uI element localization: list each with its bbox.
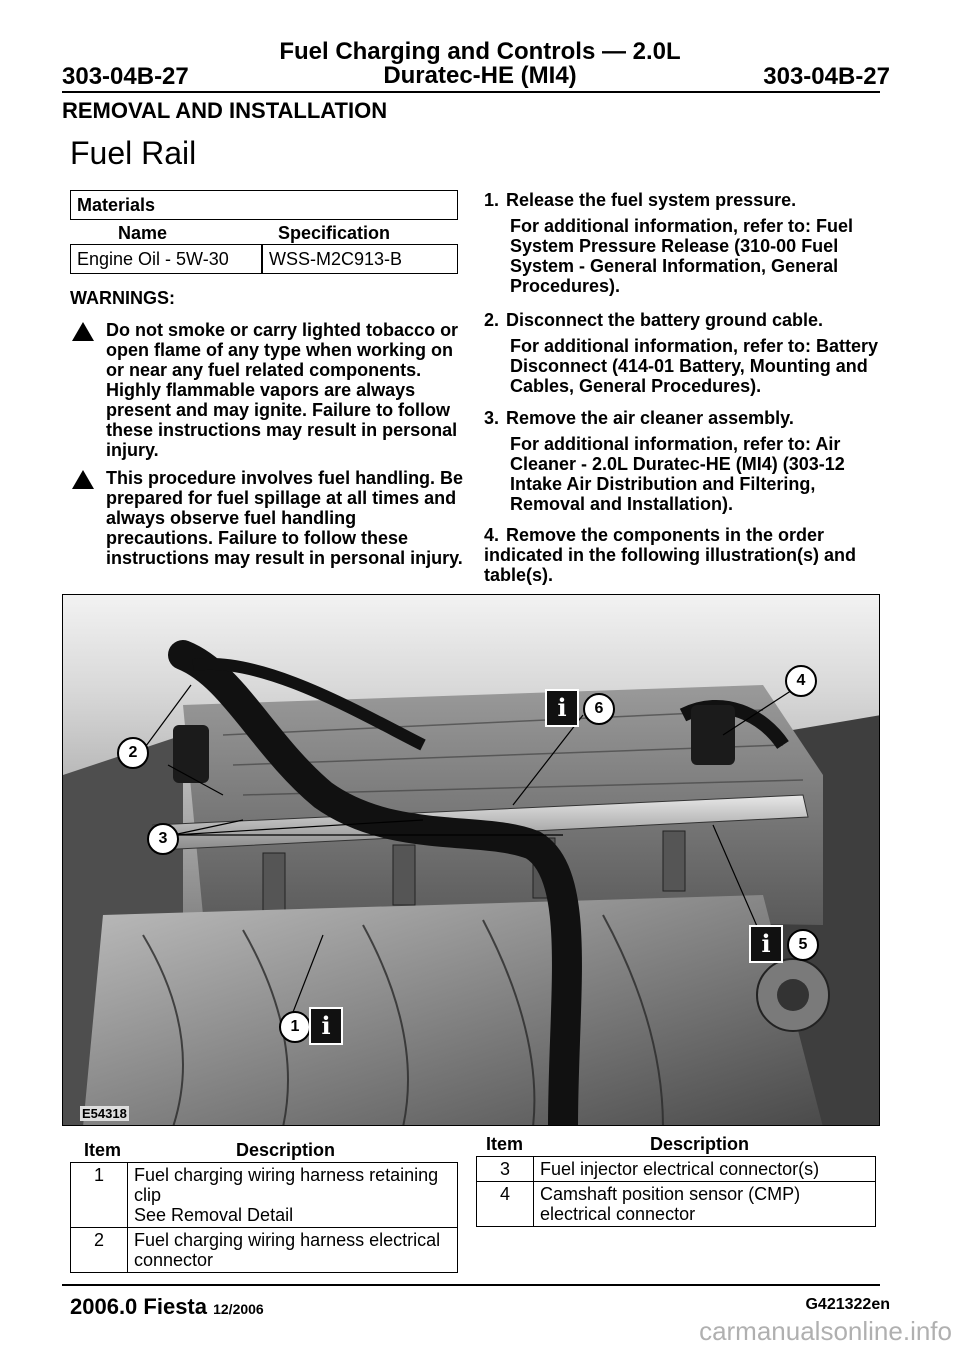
footer-date: 12/2006 bbox=[213, 1301, 264, 1317]
header-rule bbox=[62, 91, 880, 93]
material-spec: WSS-M2C913-B bbox=[269, 249, 403, 269]
side-watermark bbox=[0, 520, 1, 748]
materials-heading: Materials bbox=[77, 195, 156, 215]
step-4 bbox=[484, 525, 884, 585]
callout-1: 1 bbox=[279, 1011, 311, 1043]
materials-col-spec: Specification bbox=[278, 223, 391, 243]
step-text: Disconnect the battery ground cable. bbox=[506, 310, 824, 330]
engine-illustration bbox=[62, 594, 880, 1126]
footer-rule bbox=[62, 1284, 880, 1286]
item-description: Camshaft position sensor (CMP) electrical connector bbox=[534, 1182, 876, 1227]
info-icon: i bbox=[309, 1007, 343, 1045]
items-table-left bbox=[70, 1162, 458, 1273]
warnings-label: WARNINGS: bbox=[70, 288, 175, 308]
item-number: 4 bbox=[477, 1182, 534, 1227]
item-number: 2 bbox=[71, 1228, 128, 1273]
callout-2: 2 bbox=[117, 737, 149, 769]
materials-row bbox=[70, 244, 458, 274]
step-number: 1. bbox=[484, 190, 500, 210]
footer-model-name: 2006.0 Fiesta bbox=[70, 1294, 207, 1319]
items-right-header-description: Description bbox=[650, 1134, 750, 1154]
materials-divider bbox=[261, 245, 263, 273]
item-description-line: See Removal Detail bbox=[134, 1205, 294, 1225]
item-description: Fuel injector electrical connector(s) bbox=[534, 1157, 876, 1182]
info-icon: i bbox=[749, 925, 783, 963]
callout-5: 5 bbox=[787, 929, 819, 961]
items-right-header-item: Item bbox=[486, 1134, 524, 1154]
bottom-watermark: carmanualsonline.info bbox=[699, 1316, 952, 1346]
item-description-line: Fuel charging wiring harness retaining clip bbox=[134, 1165, 439, 1205]
footer-model bbox=[70, 1294, 264, 1320]
callout-6: 6 bbox=[583, 693, 615, 725]
warning-triangle-icon bbox=[72, 322, 94, 341]
callout-4: 4 bbox=[785, 665, 817, 697]
step-number: 2. bbox=[484, 310, 500, 330]
warning-text-2: This procedure involves fuel handling. Be prepared for fuel spillage at all times and always observe fuel handling precautions. Failure to follow these instructions may result in personal injury. bbox=[106, 468, 464, 568]
step-1 bbox=[484, 190, 884, 296]
step-text: Remove the components in the order indicated in the following illustration(s) and table(s). bbox=[484, 525, 856, 585]
step-text: Release the fuel system pressure. bbox=[506, 190, 797, 210]
header-code-left: 303-04B-27 bbox=[62, 63, 189, 90]
footer-doc-id: G421322en bbox=[805, 1296, 890, 1313]
step-3 bbox=[484, 408, 884, 514]
step-number: 4. bbox=[484, 525, 500, 545]
step-note: For additional information, refer to: Battery Disconnect (414-01 Battery, Mounting and Cables, General Procedures). bbox=[510, 336, 879, 396]
step-2 bbox=[484, 310, 884, 396]
header-subtitle: Duratec-HE (MI4) bbox=[383, 62, 577, 89]
step-number: 3. bbox=[484, 408, 500, 428]
step-note: For additional information, refer to: Air Cleaner - 2.0L Duratec-HE (MI4) (303-12 Intake Air Distribution and Filtering, Removal and Installation). bbox=[510, 434, 845, 514]
figure-id: E54318 bbox=[82, 1106, 127, 1121]
items-left-header-item: Item bbox=[84, 1140, 122, 1160]
callout-3: 3 bbox=[147, 823, 179, 855]
step-text: Remove the air cleaner assembly. bbox=[506, 408, 794, 428]
materials-heading-box bbox=[70, 190, 458, 220]
section-heading: REMOVAL AND INSTALLATION bbox=[62, 98, 388, 123]
table-row bbox=[477, 1157, 876, 1182]
table-row bbox=[71, 1163, 458, 1228]
item-description bbox=[128, 1163, 458, 1228]
info-icon: i bbox=[545, 689, 579, 727]
items-table-right bbox=[476, 1156, 876, 1227]
header-code-right: 303-04B-27 bbox=[763, 63, 890, 90]
warning-text-1: Do not smoke or carry lighted tobacco or open flame of any type when working on or near any fuel related components. Highly flammable vapors are always present and may ignite. Failure to follow these instructions may result in personal injury. bbox=[106, 320, 459, 460]
item-number: 1 bbox=[71, 1163, 128, 1228]
step-note: For additional information, refer to: Fuel System Pressure Release (310-00 Fuel System - General Information, General Procedures). bbox=[510, 216, 854, 296]
material-name: Engine Oil - 5W-30 bbox=[77, 249, 229, 269]
item-number: 3 bbox=[477, 1157, 534, 1182]
items-left-header-description: Description bbox=[236, 1140, 336, 1160]
table-row bbox=[71, 1228, 458, 1273]
page-title: Fuel Rail bbox=[70, 135, 197, 171]
header-title: Fuel Charging and Controls — 2.0L bbox=[279, 38, 681, 65]
item-description: Fuel charging wiring harness electrical connector bbox=[128, 1228, 458, 1273]
engine-photo-graphic bbox=[63, 595, 880, 1126]
table-row bbox=[477, 1182, 876, 1227]
materials-col-name: Name bbox=[118, 223, 168, 243]
warning-triangle-icon bbox=[72, 470, 94, 489]
